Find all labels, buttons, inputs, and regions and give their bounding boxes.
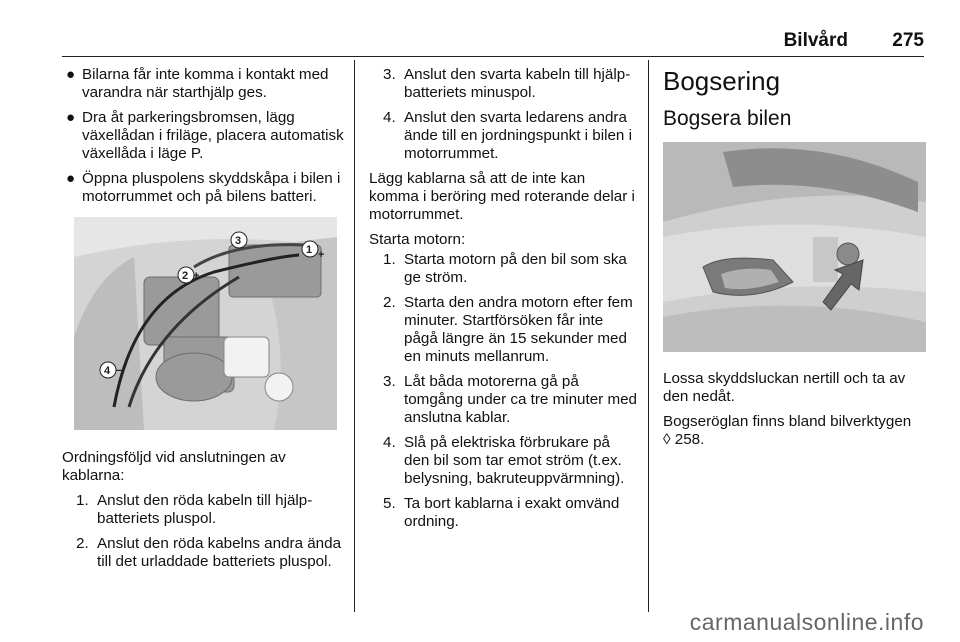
figure-callout: 2 (182, 270, 189, 282)
step-item (62, 535, 344, 571)
bullet-item (62, 66, 344, 102)
bullet-text: Öppna pluspolens skyddskåpa i bilen i motorrummet och på bilens batteri. (82, 170, 341, 205)
step-number: 3. (383, 66, 396, 83)
bullet-item (62, 170, 344, 206)
instruction-text (663, 413, 925, 449)
step-item (369, 66, 637, 102)
header-rule (62, 56, 924, 57)
page-header (62, 30, 924, 54)
step-item (369, 495, 637, 531)
page-number: 275 (892, 30, 924, 51)
step-number: 2. (383, 294, 396, 311)
column-divider (648, 60, 649, 612)
step-text: Anslut den röda kabelns andra ända till det urladdade batteriets pluspol. (97, 535, 342, 570)
step-text: Ta bort kablarna i exakt omvänd ordning. (404, 495, 620, 530)
step-number: 3. (383, 373, 396, 390)
subsection-heading: Bogsera bilen (663, 107, 792, 130)
svg-text:+: + (193, 270, 200, 282)
svg-text:−: − (116, 365, 123, 377)
step-item (369, 109, 637, 163)
instruction-text: Lossa skyddsluckan nertill och ta av den nedåt. (663, 370, 906, 405)
step-text: Anslut den svarta ledarens andra ände till en jordningspunkt i bilen i motorrummet. (404, 109, 632, 162)
watermark: carmanualsonline.info (689, 609, 924, 635)
bullet-icon: ● (66, 170, 76, 187)
jump-start-illustration (74, 217, 337, 430)
bullet-text: Dra åt parkeringsbromsen, lägg växellådan i friläge, placera automatisk växellåda i läge P. (82, 109, 344, 162)
section-heading: Bogsering (663, 66, 781, 96)
step-text: Anslut den svarta kabeln till hjälp-batteriets minuspol. (404, 66, 631, 101)
step-item (369, 294, 637, 366)
order-intro: Ordningsföljd vid anslutningen av kablarna: (62, 449, 286, 484)
bullet-icon: ● (66, 66, 76, 83)
engine-bay-image (74, 217, 337, 430)
step-text: Starta motorn på den bil som ska ge ström. (404, 251, 627, 286)
step-number: 4. (383, 109, 396, 126)
step-text: Slå på elektriska förbrukare på den bil som tar emot ström (t.ex. belysning, bakruteuppvärmning). (404, 434, 625, 487)
bullet-icon: ● (66, 109, 76, 126)
step-number: 1. (76, 492, 89, 509)
step-text: Anslut den röda kabeln till hjälp-batteriets pluspol. (97, 492, 313, 527)
instruction-sentence: Bogseröglan finns bland bilverktygen (663, 413, 912, 430)
bumper-image (663, 142, 926, 352)
step-item (62, 492, 344, 528)
page-ref-icon: ◊ (663, 431, 671, 448)
column-2 (369, 66, 637, 538)
step-item (369, 434, 637, 488)
caution-text: Lägg kablarna så att de inte kan komma i beröring med roterande delar i motorrummet. (369, 170, 635, 223)
column-3 (663, 66, 925, 456)
tow-eye-cover-illustration (663, 142, 926, 352)
step-item (369, 251, 637, 287)
section-title: Bilvård (783, 30, 848, 51)
start-intro: Starta motorn: (369, 231, 466, 248)
step-text: Låt båda motorerna gå på tomgång under ca tre minuter med anslutna kablar. (404, 373, 637, 426)
figure-callout: 3 (235, 235, 242, 247)
column-divider (354, 60, 355, 612)
page-reference[interactable]: 258. (674, 431, 705, 448)
figure-callout: 1 (306, 244, 313, 256)
bullet-item (62, 109, 344, 163)
step-number: 5. (383, 495, 396, 512)
step-number: 4. (383, 434, 396, 451)
column-1 (62, 66, 344, 578)
step-item (369, 373, 637, 427)
svg-text:+: + (318, 249, 325, 261)
step-text: Starta den andra motorn efter fem minuter. Startförsöken får inte pågå längre än 15 sekunder med en minuts mellanrum. (404, 294, 633, 365)
bullet-text: Bilarna får inte komma i kontakt med varandra när starthjälp ges. (82, 66, 329, 101)
step-number: 1. (383, 251, 396, 268)
step-number: 2. (76, 535, 89, 552)
figure-callout: 4 (104, 365, 111, 377)
